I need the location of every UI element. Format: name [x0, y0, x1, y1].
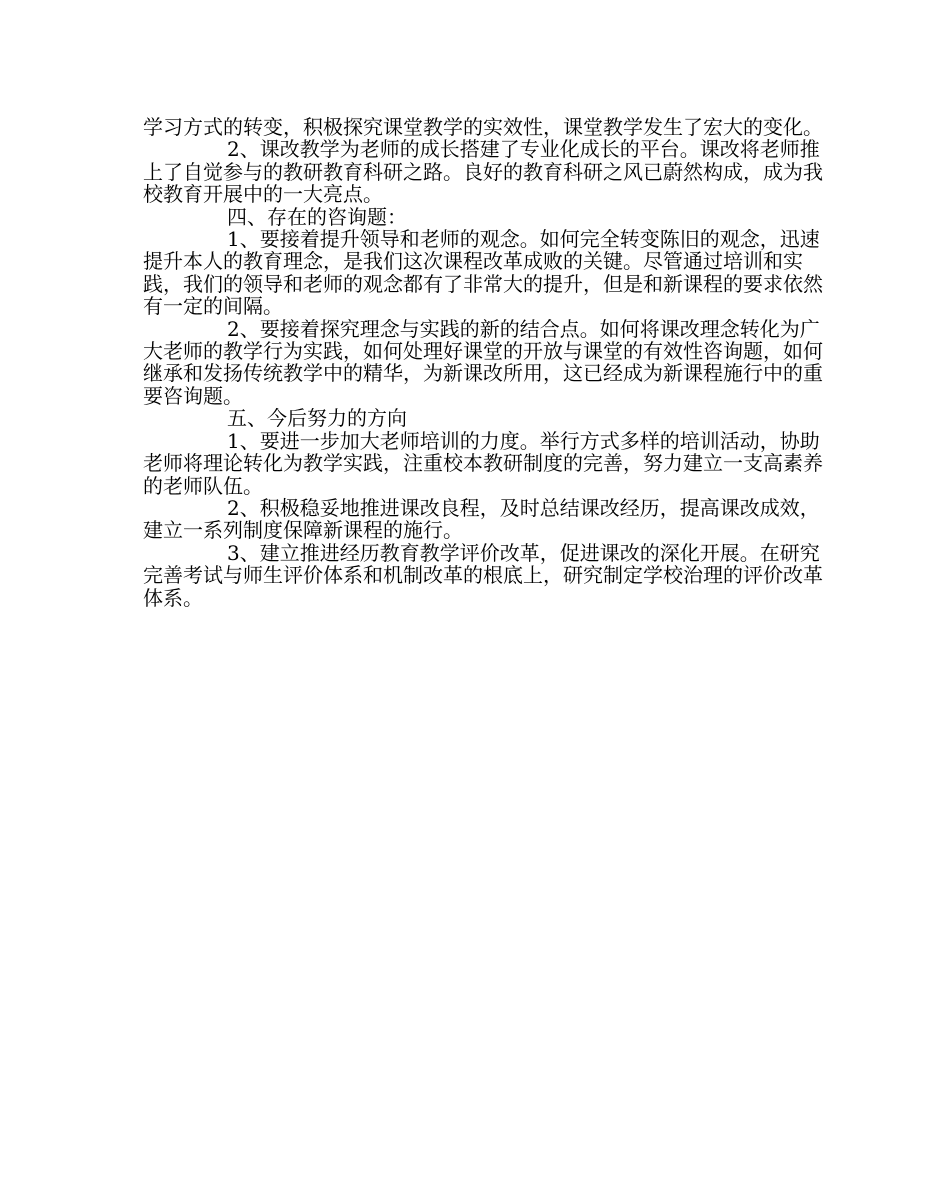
paragraph-direction-3: 3、建立推进经历教育教学评价改革，促进课改的深化开展。在研究完善考试与师生评价体系和机制改革的根底上，研究制定学校治理的评价改革体系。 — [143, 540, 823, 610]
section-heading-problems: 四、存在的咨询题： — [227, 204, 407, 229]
paragraph-problem-1: 1、要接着提升领导和老师的观念。如何完全转变陈旧的观念，迅速提升本人的教育理念，是我们这次课程改革成败的关键。尽管通过培训和实践，我们的领导和老师的观念都有了非常大的提升，但是和新课程的要求依然有一定的间隔。 — [143, 227, 823, 319]
paragraph-direction-1: 1、要进一步加大老师培训的力度。举行方式多样的培训活动，协助老师将理论转化为教学实践，注重校本教研制度的完善，努力建立一支高素养的老师队伍。 — [143, 428, 823, 498]
paragraph-problem-2: 2、要接着探究理念与实践的新的结合点。如何将课改理念转化为广大老师的教学行为实践，如何处理好课堂的开放与课堂的有效性咨询题，如何继承和发扬传统教学中的精华，为新课改所用，这已经成为新课程施行中的重要咨询题。 — [143, 316, 823, 408]
paragraph-direction-2: 2、积极稳妥地推进课改良程，及时总结课改经历，提高课改成效，建立一系列制度保障新课程的施行。 — [143, 495, 820, 543]
document-body — [143, 116, 823, 609]
section-heading-future-direction: 五、今后努力的方向 — [227, 406, 407, 431]
paragraph-2: 2、课改教学为老师的成长搭建了专业化成长的平台。课改将老师推上了自觉参与的教研教育科研之路。良好的教育科研之风已蔚然构成，成为我校教育开展中的一大亮点。 — [143, 137, 823, 207]
paragraph-1: 学习方式的转变，积极探究课堂教学的实效性，课堂教学发生了宏大的变化。 — [143, 115, 823, 139]
